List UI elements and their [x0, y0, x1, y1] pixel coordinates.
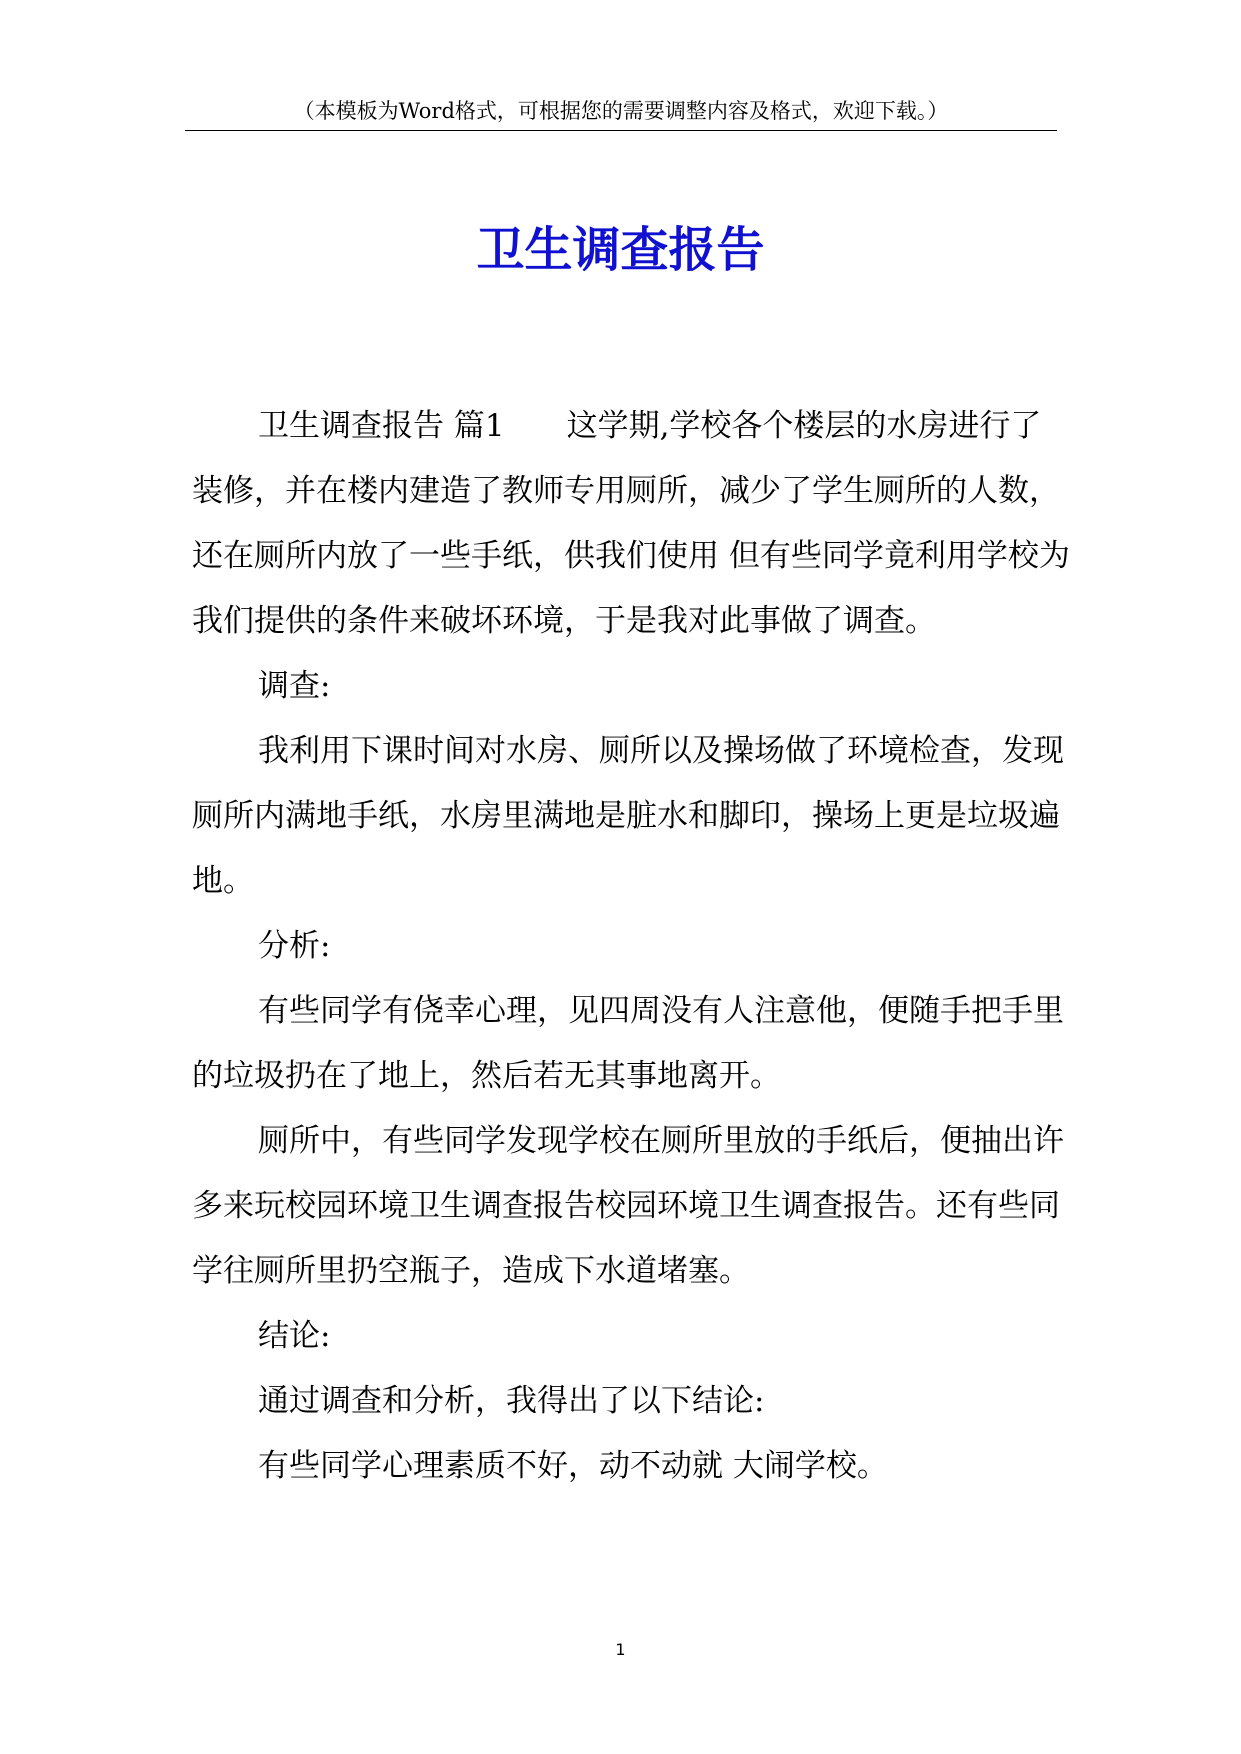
paragraph-conclusion-intro: 通过调查和分析，我得出了以下结论:	[258, 1383, 765, 1419]
paragraph-survey: 我利用下课时间对水房、厕所以及操场做了环境检查，发现厕所内满地手纸，水房里满地是脏水和脚印，操场上更是垃圾遍地。	[192, 733, 1064, 899]
paragraph-intro: 卫生调查报告 篇1 这学期,学校各个楼层的水房进行了装修，并在楼内建造了教师专用厕所，减少了学生厕所的人数，还在厕所内放了一些手纸，供我们使用 但有些同学竟利用学校为我们提供的条件来破坏环境，于是我对此事做了调查。	[192, 408, 1070, 639]
paragraph-conclusion-1: 有些同学心理素质不好，动不动就 大闹学校。	[258, 1448, 888, 1484]
page-number: 1	[615, 1640, 626, 1659]
heading-analysis: 分析:	[258, 928, 331, 964]
document-title: 卫生调查报告	[476, 222, 765, 278]
header-divider	[185, 130, 1057, 131]
paragraph-analysis-2: 厕所中，有些同学发现学校在厕所里放的手纸后，便抽出许多来玩校园环境卫生调查报告校园环境卫生调查报告。还有些同学往厕所里扔空瓶子，造成下水道堵塞。	[192, 1123, 1064, 1289]
template-notice-header: （本模板为Word格式，可根据您的需要调整内容及格式，欢迎下载。）	[293, 99, 949, 123]
heading-conclusion: 结论:	[258, 1318, 331, 1354]
paragraph-analysis-1: 有些同学有侥幸心理，见四周没有人注意他，便随手把手里的垃圾扔在了地上，然后若无其事地离开。	[192, 993, 1064, 1094]
document-body	[192, 394, 1072, 1499]
heading-survey: 调查:	[258, 668, 331, 704]
